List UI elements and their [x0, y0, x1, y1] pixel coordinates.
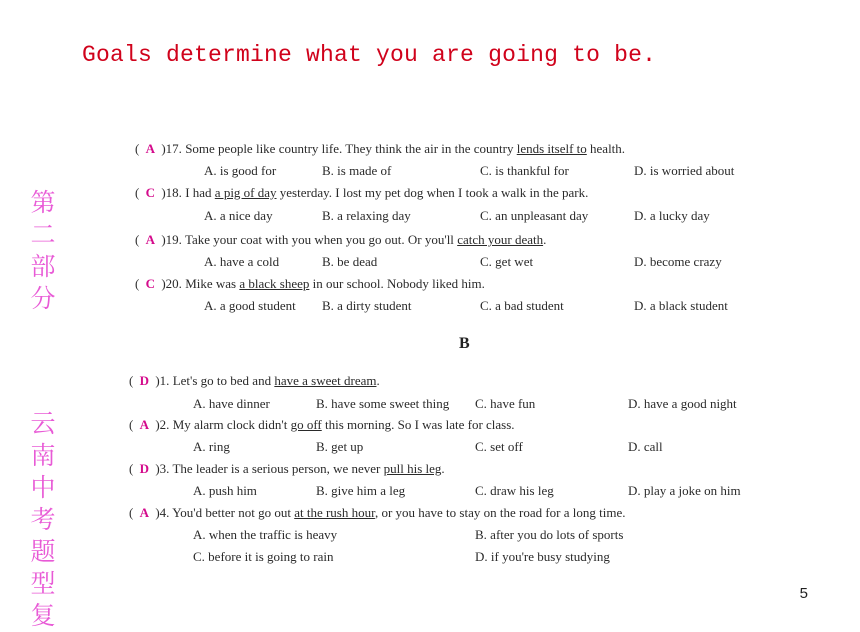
question-text-pre: Take your coat with you when you go out. Or you'll — [184, 232, 458, 247]
question-underlined-phrase: go off — [290, 417, 322, 432]
option-19-a: A. have a cold — [204, 254, 280, 269]
question-number: )1. — [155, 373, 170, 388]
question-number: )20. — [161, 276, 182, 291]
option-b4-a: A. when the traffic is heavy — [193, 527, 338, 542]
question-b3 — [129, 461, 445, 477]
question-underlined-phrase: a pig of day — [214, 185, 277, 200]
option-20-b: B. a dirty student — [322, 298, 412, 313]
option-b3-a: A. push him — [193, 483, 257, 498]
question-17 — [135, 141, 625, 157]
question-number: )17. — [161, 141, 182, 156]
option-17-a: A. is good for — [204, 163, 277, 178]
question-text-post: health. — [586, 141, 626, 156]
open-paren: ( — [129, 505, 134, 520]
option-b3-d: D. play a joke on him — [628, 483, 741, 498]
question-underlined-phrase: a black sheep — [239, 276, 310, 291]
option-b1-b: B. have some sweet thing — [316, 396, 450, 411]
option-19-c: C. get wet — [480, 254, 534, 269]
option-b3-b: B. give him a leg — [316, 483, 406, 498]
option-b2-c: C. set off — [475, 439, 523, 454]
question-underlined-phrase: at the rush hour — [294, 505, 375, 520]
answer-18: C — [145, 185, 156, 200]
question-text-post: in our school. Nobody liked him. — [309, 276, 485, 291]
open-paren: ( — [129, 461, 134, 476]
question-underlined-phrase: have a sweet dream — [274, 373, 377, 388]
question-text-pre: Some people like country life. They think the air in the country — [185, 141, 517, 156]
slide-title: Goals determine what you are going to be. — [82, 42, 657, 68]
option-b2-d: D. call — [628, 439, 663, 454]
question-18 — [135, 185, 588, 201]
question-text-pre: I had — [185, 185, 215, 200]
option-b1-d: D. have a good night — [628, 396, 737, 411]
question-number: )4. — [155, 505, 170, 520]
question-number: )2. — [155, 417, 170, 432]
question-text-post: . — [376, 373, 380, 388]
question-text-pre: The leader is a serious person, we never — [172, 461, 384, 476]
open-paren: ( — [135, 276, 140, 291]
question-b1 — [129, 373, 380, 389]
question-text-post: . — [441, 461, 445, 476]
option-b2-a: A. ring — [193, 439, 230, 454]
option-19-d: D. become crazy — [634, 254, 722, 269]
question-underlined-phrase: lends itself to — [516, 141, 587, 156]
question-b2 — [129, 417, 515, 433]
option-b4-b: B. after you do lots of sports — [475, 527, 624, 542]
question-underlined-phrase: catch your death — [457, 232, 544, 247]
side-vertical-text-bottom: 云南中考题型复 — [30, 409, 56, 630]
question-20 — [135, 276, 485, 292]
open-paren: ( — [135, 185, 140, 200]
answer-19: A — [145, 232, 156, 247]
option-18-a: A. a nice day — [204, 208, 273, 223]
question-number: )3. — [155, 461, 170, 476]
answer-b3: D — [139, 461, 150, 476]
option-20-a: A. a good student — [204, 298, 296, 313]
question-text-pre: Let's go to bed and — [172, 373, 275, 388]
open-paren: ( — [135, 141, 140, 156]
question-underlined-phrase: pull his leg — [383, 461, 442, 476]
option-18-b: B. a relaxing day — [322, 208, 411, 223]
open-paren: ( — [129, 417, 134, 432]
option-b2-b: B. get up — [316, 439, 364, 454]
question-19 — [135, 232, 546, 248]
question-text-post: yesterday. I lost my pet dog when I took a walk in the park. — [276, 185, 589, 200]
option-17-c: C. is thankful for — [480, 163, 569, 178]
option-b3-c: C. draw his leg — [475, 483, 554, 498]
side-vertical-text-top: 第二部分 — [30, 188, 56, 313]
question-text-pre: Mike was — [185, 276, 240, 291]
answer-20: C — [145, 276, 156, 291]
question-text-pre: My alarm clock didn't — [172, 417, 291, 432]
question-number: )19. — [161, 232, 182, 247]
open-paren: ( — [135, 232, 140, 247]
question-text-post: , or you have to stay on the road for a long time. — [374, 505, 626, 520]
question-number: )18. — [161, 185, 182, 200]
option-20-d: D. a black student — [634, 298, 728, 313]
option-19-b: B. be dead — [322, 254, 378, 269]
question-text-pre: You'd better not go out — [172, 505, 295, 520]
page-number: 5 — [799, 585, 808, 602]
option-20-c: C. a bad student — [480, 298, 564, 313]
question-text-post: this morning. So I was late for class. — [321, 417, 515, 432]
section-b-heading: B — [459, 335, 470, 352]
option-17-d: D. is worried about — [634, 163, 735, 178]
open-paren: ( — [129, 373, 134, 388]
answer-b4: A — [139, 505, 150, 520]
option-b4-c: C. before it is going to rain — [193, 549, 334, 564]
question-text-post: . — [543, 232, 547, 247]
option-17-b: B. is made of — [322, 163, 392, 178]
option-18-d: D. a lucky day — [634, 208, 710, 223]
option-18-c: C. an unpleasant day — [480, 208, 589, 223]
option-b4-d: D. if you're busy studying — [475, 549, 610, 564]
answer-b1: D — [139, 373, 150, 388]
question-b4 — [129, 505, 626, 521]
option-b1-c: C. have fun — [475, 396, 536, 411]
answer-b2: A — [139, 417, 150, 432]
option-b1-a: A. have dinner — [193, 396, 270, 411]
answer-17: A — [145, 141, 156, 156]
